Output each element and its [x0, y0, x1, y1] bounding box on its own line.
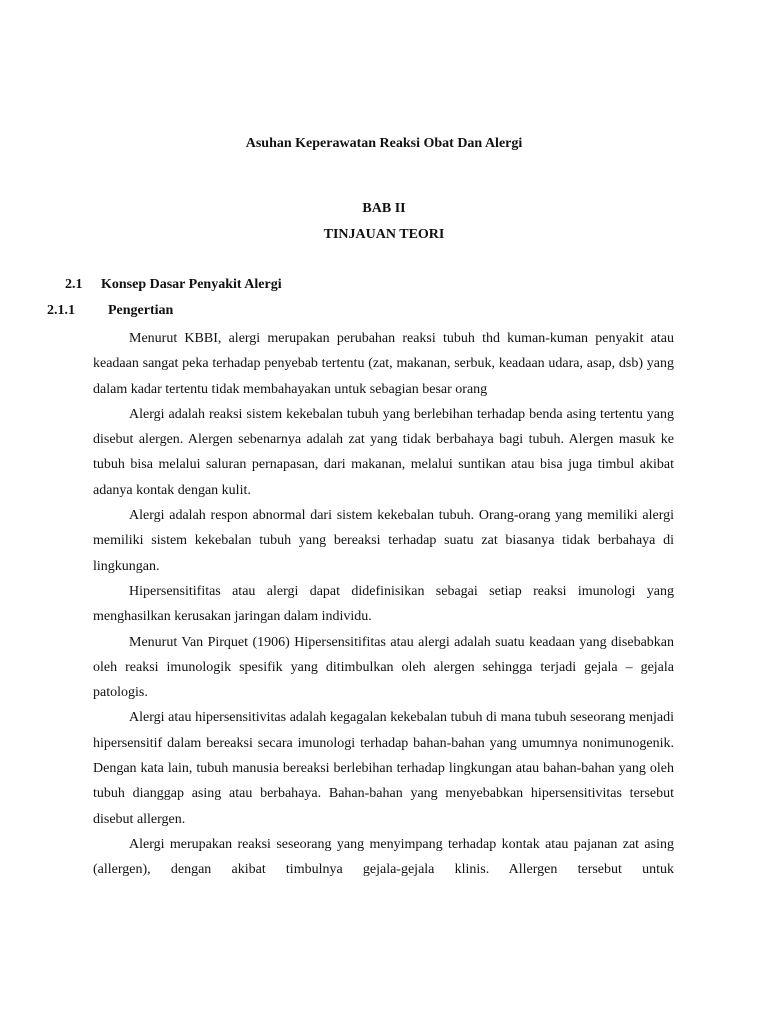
subsection-title: Pengertian — [108, 303, 174, 318]
section-number: 2.1 — [65, 277, 83, 292]
paragraph: Alergi adalah respon abnormal dari sistem kekebalan tubuh. Orang-orang yang memiliki alergi memiliki sistem kekebalan tubuh yang bereaksi terhadap suatu zat biasanya tidak berbahaya di lingkungan. — [93, 508, 674, 574]
paragraph: Hipersensitifitas atau alergi dapat didefinisikan sebagai setiap reaksi imunologi yang menghasilkan kerusakan jaringan dalam individu. — [93, 583, 674, 625]
paragraph: Menurut KBBI, alergi merupakan perubahan reaksi tubuh thd kuman-kuman penyakit atau keadaan sangat peka terhadap penyebab tertentu (zat, makanan, serbuk, keadaan udara, asap, dsb) yang dalam kadar tertentu tidak membahayakan untuk sebagian besar orang — [93, 331, 674, 397]
section-title: Konsep Dasar Penyakit Alergi — [101, 277, 282, 292]
chapter-number: BAB II — [362, 201, 406, 216]
body-text — [93, 326, 674, 883]
document-title: Asuhan Keperawatan Reaksi Obat Dan Alergi — [245, 136, 523, 151]
paragraph: Alergi atau hipersensitivitas adalah kegagalan kekebalan tubuh di mana tubuh seseorang menjadi hipersensitif dalam bereaksi secara imunologi terhadap bahan-bahan yang umumnya nonimunogenik. Dengan kata lain, tubuh manusia bereaksi berlebihan terhadap lingkungan atau bahan-bahan yang oleh tubuh dianggap asing atau berbahaya. Bahan-bahan yang menyebabkan hipersensitivitas tersebut disebut allergen. — [93, 710, 674, 827]
paragraph: Menurut Van Pirquet (1906) Hipersensitifitas atau alergi adalah suatu keadaan yang disebabkan oleh reaksi imunologik spesifik yang ditimbulkan oleh alergen sehingga terjadi gejala – gejala patologis. — [93, 634, 674, 701]
chapter-title: TINJAUAN TEORI — [323, 227, 445, 242]
paragraph: Alergi merupakan reaksi seseorang yang menyimpang terhadap kontak atau pajanan zat asing (allergen), dengan akibat timbulnya gejala-gejala klinis. Allergen tersebut untuk — [93, 836, 674, 878]
paragraph: Alergi adalah reaksi sistem kekebalan tubuh yang berlebihan terhadap benda asing tertentu yang disebut alergen. Alergen sebenarnya adalah zat yang tidak berbahaya bagi tubuh. Alergen masuk ke tubuh bisa melalui saluran pernapasan, dari makanan, melalui suntikan atau bisa juga timbul akibat adanya kontak dengan kulit. — [93, 406, 674, 498]
subsection-number: 2.1.1 — [47, 303, 75, 318]
